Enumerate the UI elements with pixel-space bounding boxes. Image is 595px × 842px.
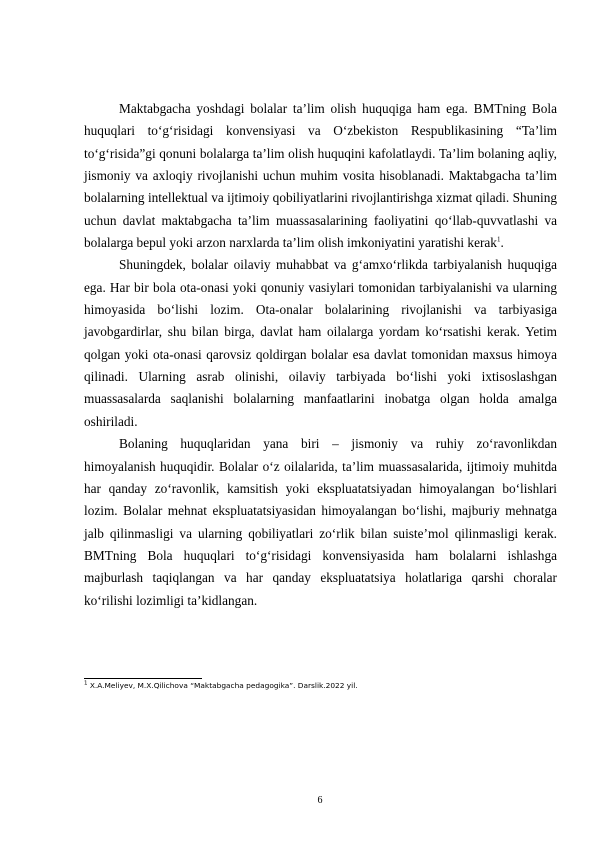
footnote-separator xyxy=(84,678,202,679)
paragraph-1-end: . xyxy=(500,235,504,251)
footnote-text: X.A.Meliyev, M.X.Qilichova “Maktabgacha pedagogika”. Darslik.2022 yil. xyxy=(87,681,358,690)
footnote xyxy=(84,681,557,691)
paragraph-1 xyxy=(84,98,557,254)
paragraph-2: Shuningdek, bolalar oilaviy muhabbat va g‘amxo‘rlikda tarbiyalanish huquqiga ega. Har bir bola ota-onasi yoki qonuniy vasiylari tomonidan tarbiyalanishi va ularning himoyasida bo‘lishi lozim. Ota-onalar bolalarining rivojlanishi va tarbiyasiga javobgardirlar, shu bilan birga, davlat ham oilalarga yordam ko‘rsatishi kerak. Yetim qolgan yoki ota-onasi qarovsiz qoldirgan bolalar esa davlat tomonidan maxsus himoya qilinadi. Ularning asrab olinishi, oilaviy tarbiyada bo‘lishi yoki ixtisoslashgan muassasalarda saqlanishi bolalarning manfaatlarini inobatga olgan holda amalga oshiriladi. xyxy=(84,257,557,429)
footnote-reference: 1 xyxy=(496,235,501,244)
paragraph-1-text: Maktabgacha yoshdagi bolalar ta’lim olish huquqiga ham ega. BMTning Bola huquqlari to‘g‘risidagi konvensiyasi va O‘zbekiston Respublikasining “Ta’lim to‘g‘risida”gi qonuni bolalarga ta’lim olish huquqini kafolatlaydi. Ta’lim bolaning aqliy, jismoniy va axloqiy rivojlanishi uchun muhim vosita hisoblanadi. Maktabgacha ta’lim bolalarning intellektual va ijtimoiy qobiliyatlarini rivojlantirishga xizmat qiladi. Shuning uchun davlat maktabgacha ta’lim muassasalarining faoliyatini qo‘llab-quvvatlashi va bolalarga bepul yoki arzon narxlarda ta’lim olish imkoniyatini yaratishi kerak xyxy=(84,101,557,251)
paragraph-3: Bolaning huquqlaridan yana biri – jismoniy va ruhiy zo‘ravonlikdan himoyalanish huquqidir. Bolalar o‘z oilalarida, ta’lim muassasalarida, ijtimoiy muhitda har qanday zo‘ravonlik, kamsitish yoki ekspluatatsiyadan himoyalangan bo‘lishlari lozim. Bolalar mehnat ekspluatatsiyasidan himoyalangan bo‘lishi, majburiy mehnatga jalb qilinmasligi va ularning qobiliyatlari zo‘rlik bilan suiste’mol qilinmasligi kerak. BMTning Bola huquqlari to‘g‘risidagi konvensiyasida ham bolalarni ishlashga majburlash taqiqlangan va har qanday ekspluatatsiya holatlariga qarshi choralar ko‘rilishi lozimligi ta’kidlangan. xyxy=(84,436,557,608)
body-text xyxy=(84,98,557,612)
page-number: 6 xyxy=(317,795,323,806)
footnote-number: 1 xyxy=(84,680,88,687)
